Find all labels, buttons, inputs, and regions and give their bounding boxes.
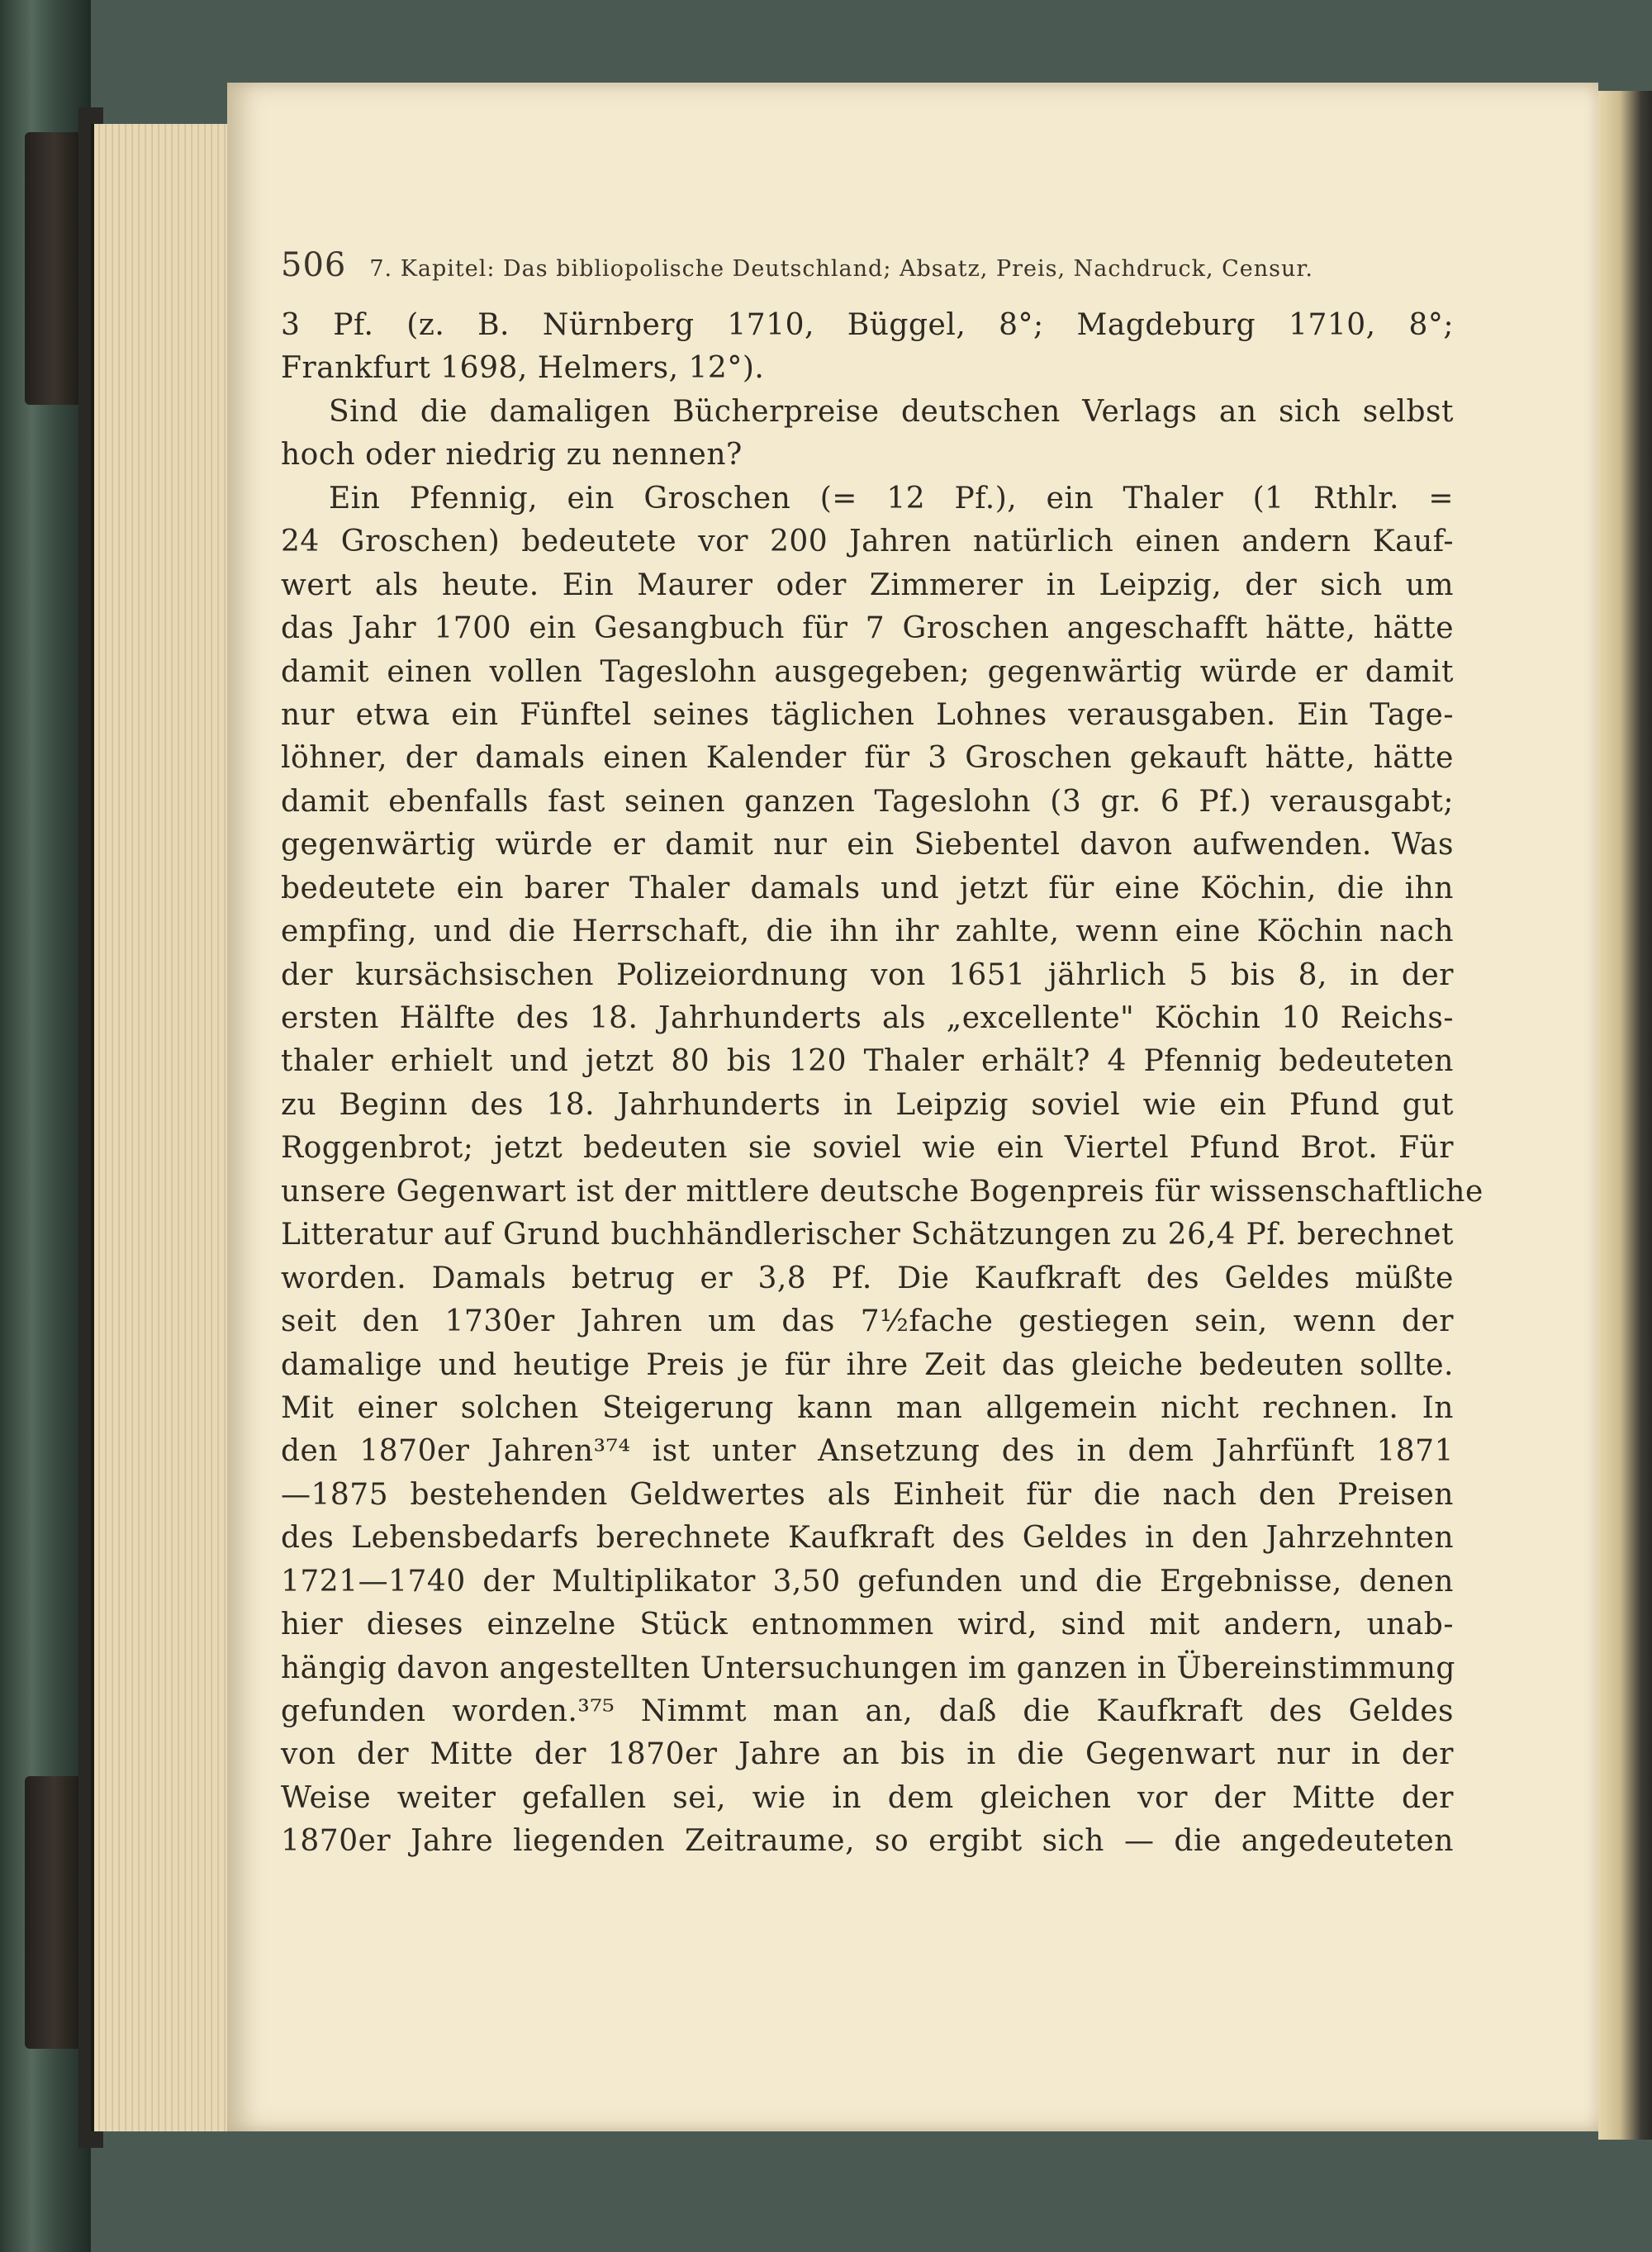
text-line: hier dieses einzelne Stück entnommen wird, sind mit andern, unab- (281, 1608, 1454, 1642)
text-line: das Jahr 1700 ein Gesangbuch für 7 Groschen angeschafft hätte, hätte (281, 611, 1454, 646)
text-line: 1721—1740 der Multiplikator 3,50 gefunden und die Ergebnisse, denen (281, 1564, 1454, 1599)
text-line: zu Beginn des 18. Jahrhunderts in Leipzig soviel wie ein Pfund gut (281, 1087, 1454, 1122)
page-header (281, 246, 1454, 287)
text-line: gefunden worden.³⁷⁵ Nimmt man an, daß die Kaufkraft des Geldes (281, 1694, 1454, 1728)
text-line: Sind die damaligen Bücherpreise deutschen Verlags an sich selbst (329, 394, 1454, 429)
text-line: Litteratur auf Grund buchhändlerischer Schätzungen zu 26,4 Pf. berechnet (281, 1218, 1454, 1252)
text-line: damalige und heutige Preis je für ihre Zeit das gleiche bedeuten sollte. (281, 1347, 1454, 1382)
text-line: worden. Damals betrug er 3,8 Pf. Die Kaufkraft des Geldes müßte (281, 1261, 1454, 1295)
running-head: 7. Kapitel: Das bibliopolische Deutschland; Absatz, Preis, Nachdruck, Censur. (369, 256, 1313, 282)
text-line: damit einen vollen Tageslohn ausgegeben; gegenwärtig würde er damit (281, 654, 1454, 689)
text-line: 1870er Jahre liegenden Zeitraume, so ergibt sich — die angedeuteten (281, 1824, 1454, 1859)
spine-leather-band (25, 1776, 83, 2049)
text-line: 3 Pf. (z. B. Nürnberg 1710, Büggel, 8°; Magdeburg 1710, 8°; (281, 308, 1454, 342)
text-line: Mit einer solchen Steigerung kann man allgemein nicht rechnen. In (281, 1390, 1454, 1425)
text-line: ersten Hälfte des 18. Jahrhunderts als „excellente" Köchin 10 Reichs- (281, 1001, 1454, 1035)
text-line: seit den 1730er Jahren um das 7½fache gestiegen sein, wenn der (281, 1304, 1454, 1339)
text-line: gegenwärtig würde er damit nur ein Siebentel davon aufwenden. Was (281, 828, 1454, 862)
page-number: 506 (281, 246, 347, 284)
text-line: 24 Groschen) bedeutete vor 200 Jahren natürlich einen andern Kauf- (281, 525, 1454, 559)
text-line: —1875 bestehenden Geldwertes als Einheit für die nach den Preisen (281, 1477, 1454, 1512)
text-line: nur etwa ein Fünftel seines täglichen Lohnes verausgaben. Ein Tage- (281, 697, 1454, 732)
text-line: von der Mitte der 1870er Jahre an bis in die Gegenwart nur in der (281, 1737, 1454, 1772)
text-line: damit ebenfalls fast seinen ganzen Tageslohn (3 gr. 6 Pf.) verausgabt; (281, 784, 1454, 819)
text-line: Ein Pfennig, ein Groschen (= 12 Pf.), ein Thaler (1 Rthlr. = (329, 481, 1454, 515)
text-line: bedeutete ein barer Thaler damals und jetzt für eine Köchin, die ihn (281, 871, 1454, 905)
right-page-edge (1598, 91, 1652, 2140)
text-line: wert als heute. Ein Maurer oder Zimmerer in Leipzig, der sich um (281, 568, 1454, 602)
text-line: der kursächsischen Polizeiordnung von 1651 jährlich 5 bis 8, in der (281, 957, 1454, 992)
text-line: Roggenbrot; jetzt bedeuten sie soviel wie ein Viertel Pfund Brot. Für (281, 1131, 1454, 1166)
text-line: Frankfurt 1698, Helmers, 12°). (281, 351, 765, 386)
text-line: thaler erhielt und jetzt 80 bis 120 Thaler erhält? 4 Pfennig bedeuteten (281, 1044, 1454, 1079)
text-line: empfing, und die Herrschaft, die ihn ihr zahlte, wenn eine Köchin nach (281, 915, 1454, 949)
text-line: Weise weiter gefallen sei, wie in dem gleichen vor der Mitte der (281, 1780, 1454, 1815)
page-stack-edges (91, 124, 235, 2131)
text-line: den 1870er Jahren³⁷⁴ ist unter Ansetzung des in dem Jahrfünft 1871 (281, 1434, 1454, 1469)
book-spine (0, 0, 91, 2252)
text-line: unsere Gegenwart ist der mittlere deutsche Bogenpreis für wissenschaftliche (281, 1174, 1483, 1209)
text-line: hoch oder niedrig zu nennen? (281, 438, 743, 473)
body-text (281, 304, 1483, 1864)
text-line: löhner, der damals einen Kalender für 3 Groschen gekauft hätte, hätte (281, 741, 1454, 776)
text-line: hängig davon angestellten Untersuchungen im ganzen in Übereinstimmung (281, 1651, 1455, 1685)
text-line: des Lebensbedarfs berechnete Kaufkraft des Geldes in den Jahrzehnten (281, 1521, 1454, 1556)
spine-leather-band (25, 132, 83, 405)
